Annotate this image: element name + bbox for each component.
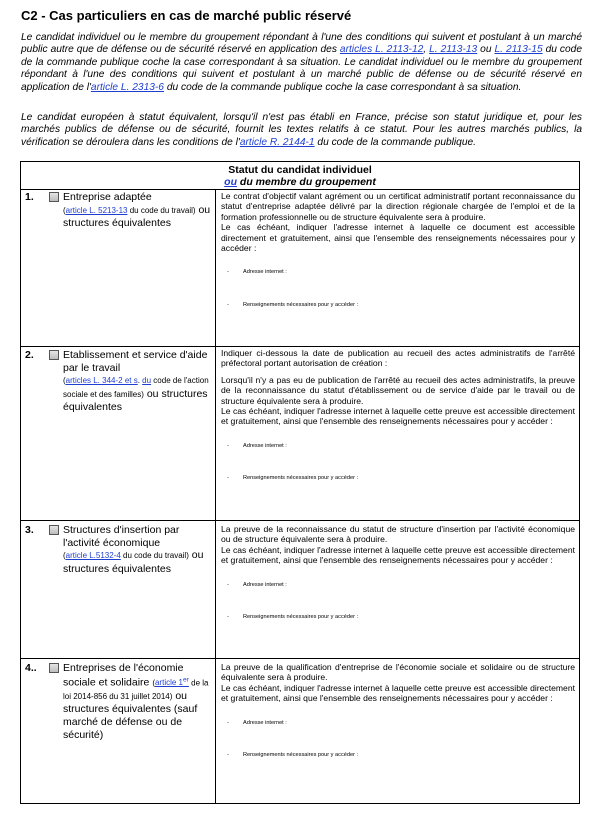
link-article-l2313-6[interactable]: article L. 2313-6 bbox=[90, 81, 164, 93]
checkbox-esat[interactable] bbox=[49, 350, 59, 360]
row-divider bbox=[21, 658, 579, 659]
row-4-description-cell: La preuve de la qualification d'entreprise de l'économie sociale et solidaire ou de structure équivalente sera à produire. Le cas échéant, indiquer l'adresse internet à laquelle cette preuve est accessible directement et gratuitement, ainsi que l'ensemble des renseignements nécessaires pour y accéder : - Adresse internet : - Renseignements nécessaires pour y accéder : bbox=[221, 662, 575, 760]
row-4-label: Entreprises de l'économie sociale et solidaire bbox=[63, 662, 184, 689]
link-article-l5213-13[interactable]: article L. 5213-13 bbox=[65, 205, 128, 215]
column-divider bbox=[215, 190, 216, 803]
address-field[interactable]: - Adresse internet : bbox=[227, 442, 287, 449]
row-3-description-cell: La preuve de la reconnaissance du statut de structure d'insertion par l'activité économique ou de structure équivalente sera à produire. Le cas échéant, indiquer l'adresse internet à laquelle cette preuve est accessible directement et gratuitement, ainsi que l'ensemble des renseignements nécessaires pour y accéder : - Adresse internet : - Renseignements nécessaires pour y accéder : bbox=[221, 524, 575, 622]
row-2-label: Etablissement et service d'aide par le travail bbox=[63, 349, 208, 374]
access-info-field[interactable]: - Renseignements nécessaires pour y accéder : bbox=[227, 614, 359, 621]
link-article-r2144-1[interactable]: article R. 2144-1 bbox=[239, 136, 315, 148]
link-l2113-13[interactable]: L. 2113-13 bbox=[429, 44, 478, 56]
address-field[interactable]: - Adresse internet : bbox=[227, 719, 287, 726]
row-3-label: Structures d'insertion par l'activité économique bbox=[63, 524, 180, 549]
row-divider bbox=[21, 346, 579, 347]
table-header: Statut du candidat individuel ou du membre du groupement bbox=[21, 162, 579, 190]
address-field[interactable]: - Adresse internet : bbox=[227, 581, 287, 588]
link-l2113-15[interactable]: L. 2113-15 bbox=[494, 44, 543, 56]
link-articles-l2113-12[interactable]: articles L. 2113-12 bbox=[339, 44, 424, 56]
access-info-field[interactable]: - Renseignements nécessaires pour y accéder : bbox=[227, 752, 359, 759]
access-info-field[interactable]: - Renseignements nécessaires pour y accéder : bbox=[227, 301, 359, 308]
row-1-label: Entreprise adaptée bbox=[63, 191, 152, 203]
row-divider bbox=[21, 520, 579, 521]
checkbox-entreprise-adaptee[interactable] bbox=[49, 192, 59, 202]
address-field[interactable]: - Adresse internet : bbox=[227, 269, 287, 276]
row-2-description-cell: Indiquer ci-dessous la date de publication au recueil des actes administratifs de l'arrêté préfectoral portant autorisation de création : Lorsqu'il n'y a pas eu de publication de l'arrêté au recueil des actes administratifs, la preuve de la reconnaissance du statut d'établissement ou de service d'aide par le travail ou de structure équivalente sera à produire. Le cas échéant, indiquer l'adresse internet à laquelle cette preuve est accessible directement et gratuitement, ainsi que l'ensemble des renseignements nécessaires pour y accéder : - Adresse internet : - Renseignements nécessaires pour y accéder : bbox=[221, 348, 575, 484]
checkbox-siae[interactable] bbox=[49, 525, 59, 535]
intro-paragraph-2: Le candidat européen à statut équivalent, lorsqu'il n'est pas établi en France, précise son statut juridique et, pour les marchés publics de défense ou de sécurité, fournit les textes relatifs à ce statut. Pour les autres marchés publics, la vérification se déroulera dans les conditions de l'article R. 2144-1 du code de la commande publique. bbox=[21, 112, 582, 148]
access-info-field[interactable]: - Renseignements nécessaires pour y accéder : bbox=[227, 475, 359, 482]
status-table: Statut du candidat individuel ou du membre du groupement 1. Entreprise adaptée (article L. 5213-13 du code du travail) ou structures équivalentes Le contrat d'objectif valant agrément ou un certificat administratif portant reconnaissance du statut d'entreprise adaptée délivré par la direction régionale chargée de l'emploi et de la formation professionnelle ou de structure équivalente sera à produire. Le cas échéant, indiquer l'adresse internet à laquelle ce document est accessible directement et gratuitement, ainsi que l'ensemble des renseignements nécessaires pour y accéder : - Adresse internet : - Renseignements nécessaires pour y accéder : 2. Etablissement et service d'aide par le travail (articles L. 344-2 et s. du code de l'action sociale et des familles) ou structures équivalentes Indiquer ci-dessous la date de publication au recueil des actes administratifs de l'arrêté préfectoral portant autorisation de création : Lorsqu'il n'y a pas eu de publication de l'arrêté au recueil des actes administratifs, la preuve de la reconnaissance du statut d'établissement ou de service d'aide par le travail ou de structure équivalente sera à produire. Le cas échéant, indiquer l'adresse internet à laquelle cette preuve est accessible directement et gratuitement, ainsi que l'ensemble des renseignements nécessaires pour y accéder : - Adresse internet : - Renseignements nécessaires pour y accéder : 3. Structures d'insertion par l'activité économique (article L.5132-4 du code du travail) ou structures équivalentes La preuve de la reconnaissance du statut de structure d'insertion par l'activité économique ou de structure équivalente sera à produire. Le cas échéant, indiquer l'adresse internet à laquelle cette preuve est accessible directement et gratuitement, ainsi que l'ensemble des renseignements nécessaires pour y accéder : - Adresse internet : - Renseignements nécessaires pour y accéder : 4.. Entreprises de l'économie sociale et solidaire (article 1er de la loi 2014-856 du 31 juillet 2014) ou structures équivalentes (sauf marché de défense ou de sécurité) La preuve de la qualification d'entreprise de l'économie sociale et solidaire ou de structure équivalente sera à produire. Le cas échéant, indiquer l'adresse internet à laquelle cette preuve est accessible directement et gratuitement, ainsi que l'ensemble des renseignements nécessaires pour y accéder : - Adresse internet : - Renseignements nécessaires pour y accéder : bbox=[20, 161, 580, 804]
link-du[interactable]: du bbox=[142, 376, 152, 386]
header-ou: ou bbox=[224, 176, 237, 188]
section-title: C2 - Cas particuliers en cas de marché public réservé bbox=[21, 8, 352, 23]
checkbox-ess[interactable] bbox=[49, 663, 59, 673]
intro-paragraph-1: Le candidat individuel ou le membre du groupement répondant à l'une des conditions qui suivent et postulant à un marché public autre que de défense ou de sécurité réservé en application des articles L. 2113-12, L. 2113-13 ou L. 2113-15 du code de la commande publique coche la case correspondant à sa situation. Le candidat individuel ou le membre du groupement répondant à l'une des conditions qui suivent et postulant à un marché public de défense ou de sécurité réservé en application de l'article L. 2313-6 du code de la commande publique coche la case correspondant à sa situation. bbox=[21, 32, 582, 93]
link-article-1er[interactable]: article 1er bbox=[154, 676, 189, 688]
link-article-l5132-4[interactable]: article L.5132-4 bbox=[65, 551, 121, 561]
row-1-description-cell: Le contrat d'objectif valant agrément ou un certificat administratif portant reconnaissance du statut d'entreprise adaptée délivré par la direction régionale chargée de l'emploi et de la formation professionnelle ou de structure équivalente sera à produire. Le cas échéant, indiquer l'adresse internet à laquelle ce document est accessible directement et gratuitement, ainsi que l'ensemble des renseignements nécessaires pour y accéder : - Adresse internet : - Renseignements nécessaires pour y accéder : bbox=[221, 191, 575, 310]
link-articles-l344-2[interactable]: articles L. 344-2 et s bbox=[65, 376, 138, 386]
